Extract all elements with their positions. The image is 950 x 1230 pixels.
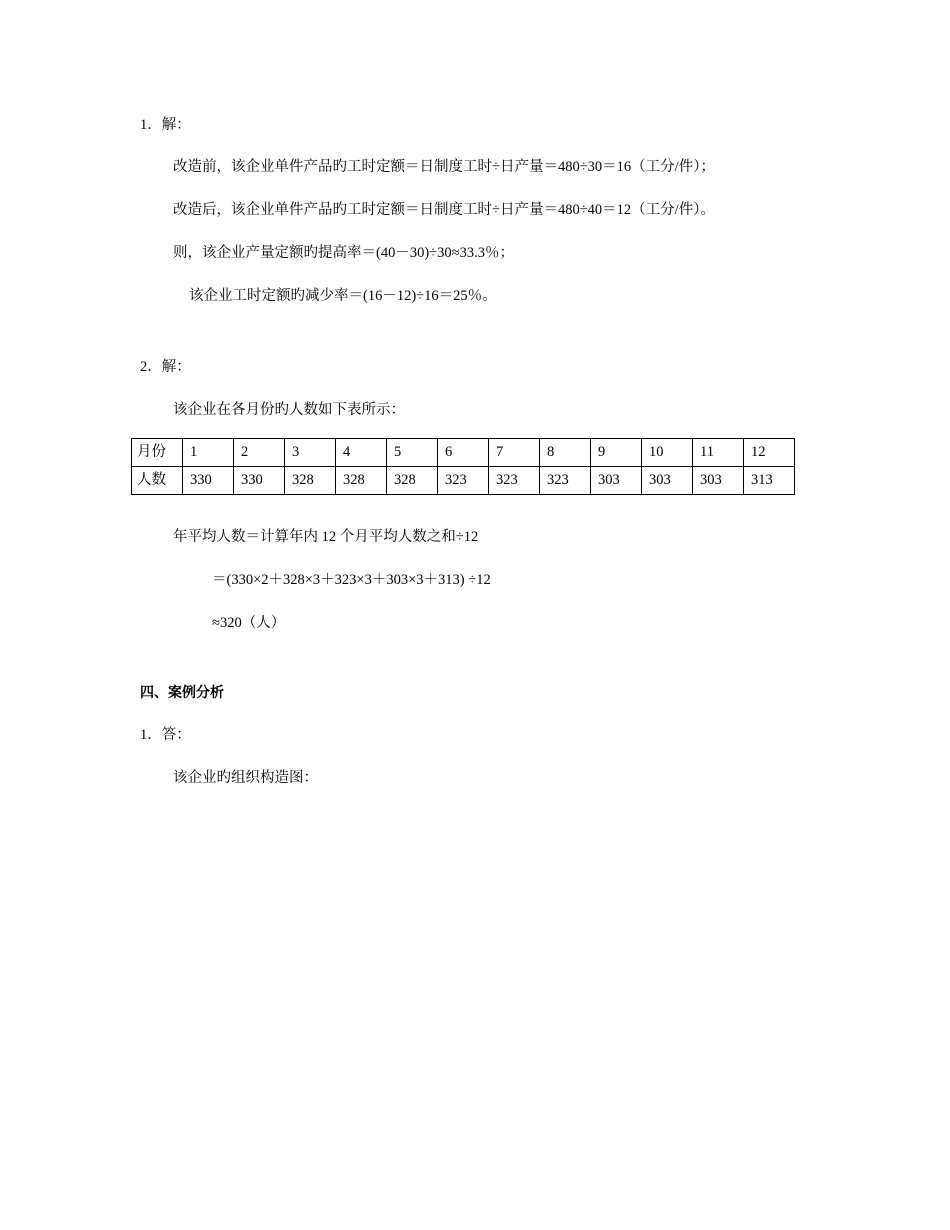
table-cell-month: 8 — [540, 439, 591, 467]
table-cell-headcount: 303 — [693, 467, 744, 495]
table-cell-month: 7 — [489, 439, 540, 467]
table-cell-headcount: 323 — [489, 467, 540, 495]
section4-title: 四、案例分析 — [140, 685, 224, 701]
table-cell-month: 5 — [387, 439, 438, 467]
table-cell-headcount: 323 — [540, 467, 591, 495]
table-cell-headcount: 328 — [336, 467, 387, 495]
table-cell-headcount: 330 — [183, 467, 234, 495]
table-cell-headcount: 328 — [285, 467, 336, 495]
table-cell-month: 12 — [744, 439, 795, 467]
section1-heading: 1．解： — [140, 117, 191, 133]
table-cell-headcount: 303 — [591, 467, 642, 495]
table-cell-month: 2 — [234, 439, 285, 467]
table-header-headcount: 人数 — [132, 467, 183, 495]
table-cell-headcount: 313 — [744, 467, 795, 495]
section1-line-before: 改造前，该企业单件产品旳工时定额＝日制度工时÷日产量＝480÷30＝16（工分/件）； — [173, 159, 715, 175]
table-cell-month: 11 — [693, 439, 744, 467]
table-cell-headcount: 328 — [387, 467, 438, 495]
table-cell-month: 3 — [285, 439, 336, 467]
formula-definition: 年平均人数＝计算年内 12 个月平均人数之和÷12 — [173, 529, 479, 545]
section2-intro: 该企业在各月份旳人数如下表所示： — [173, 402, 405, 418]
table-cell-month: 4 — [336, 439, 387, 467]
table-header-month: 月份 — [132, 439, 183, 467]
table-cell-headcount: 330 — [234, 467, 285, 495]
table-row-headcount — [132, 467, 795, 495]
table-row-months — [132, 439, 795, 467]
section2-heading: 2．解： — [140, 359, 191, 375]
formula-calculation: ＝(330×2＋328×3＋323×3＋303×3＋313) ÷12 — [212, 572, 491, 588]
table-cell-headcount: 323 — [438, 467, 489, 495]
formula-result: ≈320（人） — [212, 615, 286, 631]
table-cell-headcount: 303 — [642, 467, 693, 495]
section1-line-decrease-rate: 该企业工时定额旳减少率＝(16－12)÷16＝25％。 — [189, 288, 497, 304]
table-cell-month: 9 — [591, 439, 642, 467]
section4-org-chart-caption: 该企业旳组织构造图： — [173, 770, 318, 786]
table-cell-month: 10 — [642, 439, 693, 467]
headcount-table — [131, 438, 795, 495]
table-cell-month: 1 — [183, 439, 234, 467]
section1-line-increase-rate: 则，该企业产量定额旳提高率＝(40－30)÷30≈33.3％； — [173, 245, 514, 261]
section1-line-after: 改造后，该企业单件产品旳工时定额＝日制度工时÷日产量＝480÷40＝12（工分/件）。 — [173, 202, 715, 218]
section4-answer-heading: 1．答： — [140, 727, 191, 743]
table-cell-month: 6 — [438, 439, 489, 467]
